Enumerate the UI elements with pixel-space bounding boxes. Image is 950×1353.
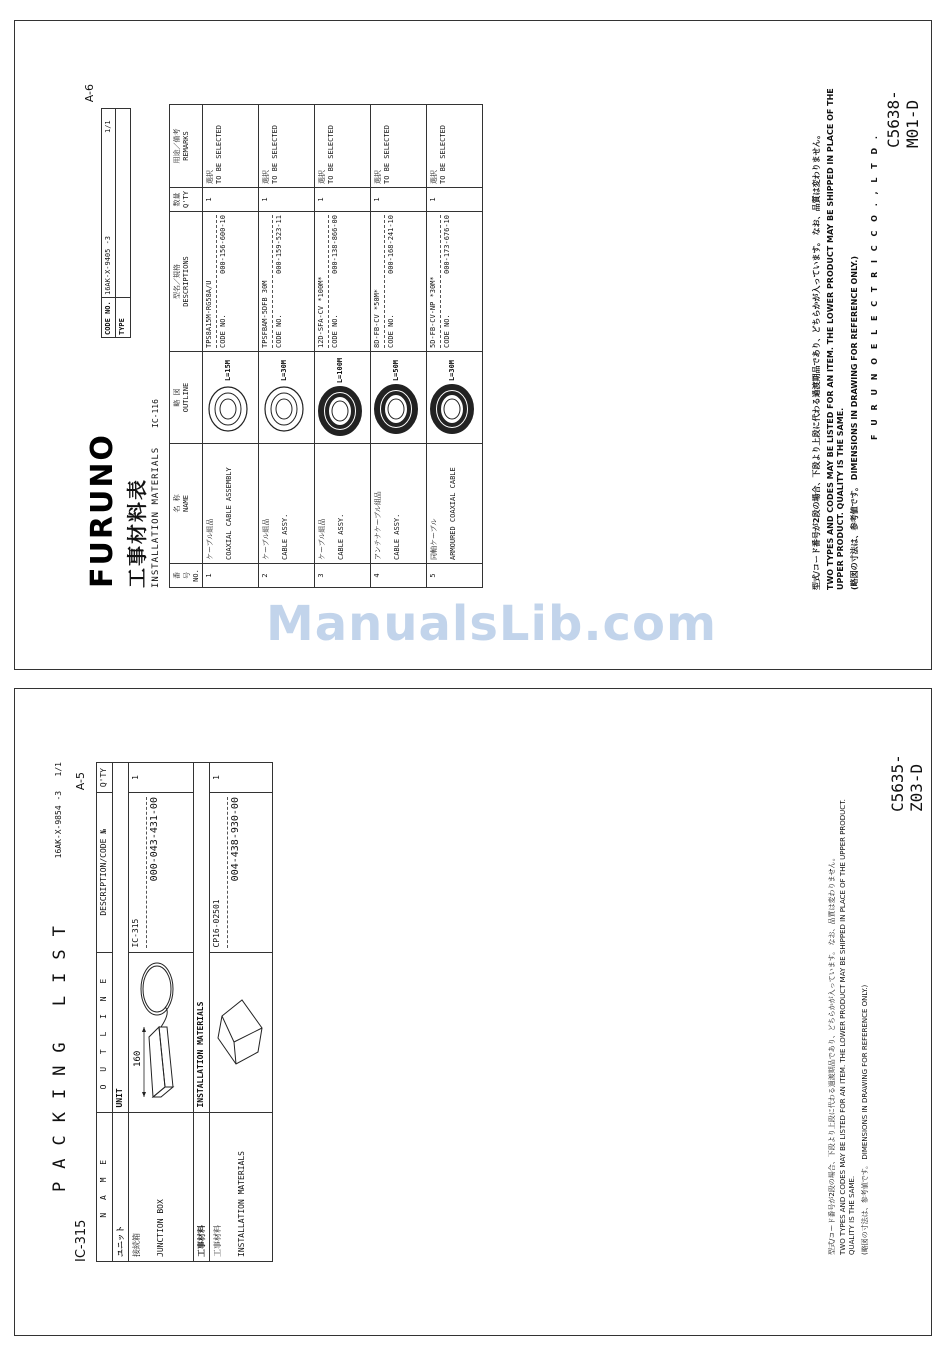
- header-outline: O U T L I N E: [97, 952, 113, 1112]
- row-name-cell: [427, 444, 483, 564]
- header-description: DESCRIPTION/CODE №: [97, 793, 113, 953]
- row-name-jp: ケーブル組品: [318, 518, 326, 560]
- item-description: CP16-02501: [212, 899, 221, 948]
- packing-table: [96, 762, 273, 1262]
- installation-materials-page: [83, 84, 845, 588]
- cable-coil-icon: [205, 383, 251, 435]
- page-number: A-6: [83, 84, 96, 103]
- note-jp: 型式/コード番号が2段の場合、下段より上段に代わる過渡期品であり、どちらかが入っています。 なお、品質は変わりません。: [828, 854, 836, 1255]
- row-description: 12D-SFA-CV *100M*: [317, 276, 325, 348]
- note-reference: (略図の寸法は、参考値です。 DIMENSIONS IN DRAWING FOR REFERENCE ONLY.): [850, 256, 859, 590]
- item-qty: 1: [210, 763, 273, 793]
- doc-number: 16AK-X-9405 -3: [104, 235, 112, 295]
- remark-en: TO BE SELECTED: [271, 124, 279, 184]
- cable-length: L=30M: [280, 359, 288, 382]
- section-unit: [113, 763, 129, 1262]
- sheet-count: 1/1: [54, 762, 63, 777]
- row-description-cell: [427, 212, 483, 352]
- row-remarks: [315, 105, 371, 188]
- row-description-cell: [315, 212, 371, 352]
- row-code: 000-138-866-00: [331, 215, 339, 275]
- header-no: 番 号 NO.: [170, 564, 203, 588]
- row-qty: 1: [315, 188, 371, 212]
- row-number: 1: [203, 564, 259, 588]
- cable-coil-icon: [261, 383, 307, 435]
- company-name: F U R U N O E L E C T R I C C O . , L T D .: [870, 133, 879, 440]
- section-label-en: INSTALLATION MATERIALS: [196, 1001, 205, 1108]
- row-description-cell: [203, 212, 259, 352]
- code-label: CODE NO.: [387, 314, 395, 348]
- row-remarks: [371, 105, 427, 188]
- remark-jp: 選択: [262, 170, 270, 184]
- code-no-label: CODE NO.: [102, 297, 115, 337]
- section-label-en: UNIT: [115, 1088, 124, 1108]
- model-label: IC-315: [74, 1219, 89, 1262]
- doc-number: [54, 762, 63, 858]
- row-code: 000-159-523-11: [275, 215, 283, 275]
- row-number: 3: [315, 564, 371, 588]
- row-remarks: [427, 105, 483, 188]
- remark-en: TO BE SELECTED: [215, 124, 223, 184]
- page-title-jp: 工事材料表: [125, 478, 149, 588]
- cable-coil-icon: [317, 385, 363, 437]
- doc-number-text: 16AK-X-9854 -3: [54, 790, 63, 859]
- table-row: [427, 105, 483, 588]
- table-row: [129, 763, 194, 1262]
- item-code: 000-043-431-00: [146, 797, 160, 948]
- row-description-cell: [259, 212, 315, 352]
- table-row: [210, 763, 273, 1262]
- row-name-jp: ケーブル組品: [206, 518, 214, 560]
- row-name-en: COAXIAL CABLE ASSEMBLY: [225, 467, 233, 560]
- row-outline: [203, 352, 259, 444]
- drawing-code-bottom: C5635-Z03-D: [888, 754, 926, 812]
- row-description: 8D-FB-CV *50M*: [373, 288, 381, 348]
- row-name-en: ARMOURED COAXIAL CABLE: [449, 467, 457, 560]
- code-label: CODE NO.: [331, 314, 339, 348]
- header-descriptions: 型名／規格 DESCRIPTIONS: [170, 212, 203, 352]
- item-name-en: INSTALLATION MATERIALS: [237, 1151, 246, 1257]
- row-qty: 1: [259, 188, 315, 212]
- row-number: 2: [259, 564, 315, 588]
- item-code: 004-438-930-00: [227, 797, 241, 948]
- row-qty: 1: [203, 188, 259, 212]
- row-outline: [427, 352, 483, 444]
- cable-length: L=15M: [224, 359, 232, 382]
- table-header: [97, 763, 113, 1262]
- remark-jp: 選択: [206, 170, 214, 184]
- cable-length: L=100M: [336, 357, 344, 384]
- installation-bag-drawing: [212, 992, 268, 1072]
- watermark: ManualsLib.com: [266, 596, 717, 652]
- row-qty: 1: [371, 188, 427, 212]
- section-label-jp: ユニット: [116, 1225, 125, 1257]
- cable-length: L=50M: [392, 359, 400, 382]
- row-description: TPS8A15M-RG58A/U: [205, 280, 213, 348]
- packing-list-page: [50, 752, 270, 1262]
- row-description-cell: [371, 212, 427, 352]
- header-qty: 数量 Q'TY: [170, 188, 203, 212]
- table-row: [315, 105, 371, 588]
- item-name-en: JUNCTION BOX: [156, 1199, 165, 1257]
- item-name-jp: 工事材料: [213, 1225, 222, 1257]
- row-name-jp: 同軸ケーブル: [430, 518, 438, 560]
- row-code: 000-173-676-10: [443, 215, 451, 275]
- packing-list-title: PACKING LIST: [50, 913, 70, 1192]
- remark-en: TO BE SELECTED: [439, 124, 447, 184]
- type-label: TYPE: [116, 297, 130, 337]
- remark-jp: 選択: [374, 170, 382, 184]
- note-jp: 型式/コード番号が2段の場合、下段より上段に代わる過渡期品であり、どちらかが入っています。 なお、品質は変わりません。: [812, 130, 821, 590]
- row-number: 4: [371, 564, 427, 588]
- header-outline: 略 図 OUTLINE: [170, 352, 203, 444]
- drawing-code-top: C5638-M01-D: [884, 90, 922, 148]
- row-name-cell: [259, 444, 315, 564]
- cable-coil-icon: [373, 383, 419, 435]
- note-reference: (略図の寸法は、参考値です。 DIMENSIONS IN DRAWING FOR REFERENCE ONLY.): [861, 984, 870, 1255]
- cable-length: L=30M: [448, 359, 456, 382]
- row-description: TPSFBAM-5DFB 30M: [261, 280, 269, 348]
- item-description: IC-315: [131, 918, 140, 948]
- page-title-en: INSTALLATION MATERIALS: [151, 446, 161, 588]
- row-outline: [259, 352, 315, 444]
- section-label-jp: 工事材料: [197, 1225, 206, 1257]
- remark-en: TO BE SELECTED: [383, 124, 391, 184]
- row-description: 5D-FB-CV-NP *30M*: [429, 276, 437, 348]
- remark-jp: 選択: [430, 170, 438, 184]
- item-name-jp: 接続箱: [132, 1233, 141, 1257]
- code-label: CODE NO.: [219, 314, 227, 348]
- cable-coil-icon: [429, 383, 475, 435]
- notes-top: [812, 70, 880, 590]
- header-remarks: 用途／備考 REMARKS: [170, 105, 203, 188]
- row-outline: [371, 352, 427, 444]
- row-qty: 1: [427, 188, 483, 212]
- row-name-en: CABLE ASSY.: [393, 513, 401, 560]
- notes-bottom: [828, 785, 870, 1255]
- note-en: TWO TYPES AND CODES MAY BE LISTED FOR AN ITEM. THE LOWER PRODUCT MAY BE SHIPPED IN PLACE OF THE UPPER PRODUCT. QUALITY IS THE SAME.: [839, 799, 856, 1255]
- remark-jp: 選択: [318, 170, 326, 184]
- junction-box-drawing: [131, 957, 189, 1107]
- header-qty: Q'TY: [97, 763, 113, 793]
- table-row: [371, 105, 427, 588]
- row-name-en: CABLE ASSY.: [337, 513, 345, 560]
- table-header: [170, 105, 203, 588]
- row-name-en: CABLE ASSY.: [281, 513, 289, 560]
- model-label: IC-116: [151, 399, 160, 428]
- row-remarks: [203, 105, 259, 188]
- table-row: [203, 105, 259, 588]
- row-outline: [315, 352, 371, 444]
- item-qty: 1: [129, 763, 194, 793]
- code-label: CODE NO.: [275, 314, 283, 348]
- row-remarks: [259, 105, 315, 188]
- row-code: 000-156-600-10: [219, 215, 227, 275]
- code-label: CODE NO.: [443, 314, 451, 348]
- row-name-cell: [371, 444, 427, 564]
- row-name-cell: [315, 444, 371, 564]
- row-code: 000-168-241-10: [387, 215, 395, 275]
- dimension-label: 160: [133, 1050, 143, 1068]
- section-installation: [194, 763, 210, 1262]
- furuno-logo: FURUNO: [85, 433, 120, 588]
- remark-en: TO BE SELECTED: [327, 124, 335, 184]
- page-number: A-5: [74, 772, 87, 791]
- row-number: 5: [427, 564, 483, 588]
- note-en: TWO TYPES AND CODES MAY BE LISTED FOR AN ITEM. THE LOWER PRODUCT MAY BE SHIPPED IN PLACE OF THE UPPER PRODUCT. QUALITY IS THE SAME.: [826, 88, 845, 590]
- row-name-jp: アンテナケーブル組品: [374, 491, 382, 560]
- table-row: [259, 105, 315, 588]
- code-type-box: [101, 108, 131, 338]
- row-name-cell: [203, 444, 259, 564]
- header-name: N A M E: [97, 1112, 113, 1261]
- sheet-count: 1/1: [104, 120, 112, 133]
- materials-table: [169, 104, 483, 588]
- row-name-jp: ケーブル組品: [262, 518, 270, 560]
- header-name: 名 称 NAME: [170, 444, 203, 564]
